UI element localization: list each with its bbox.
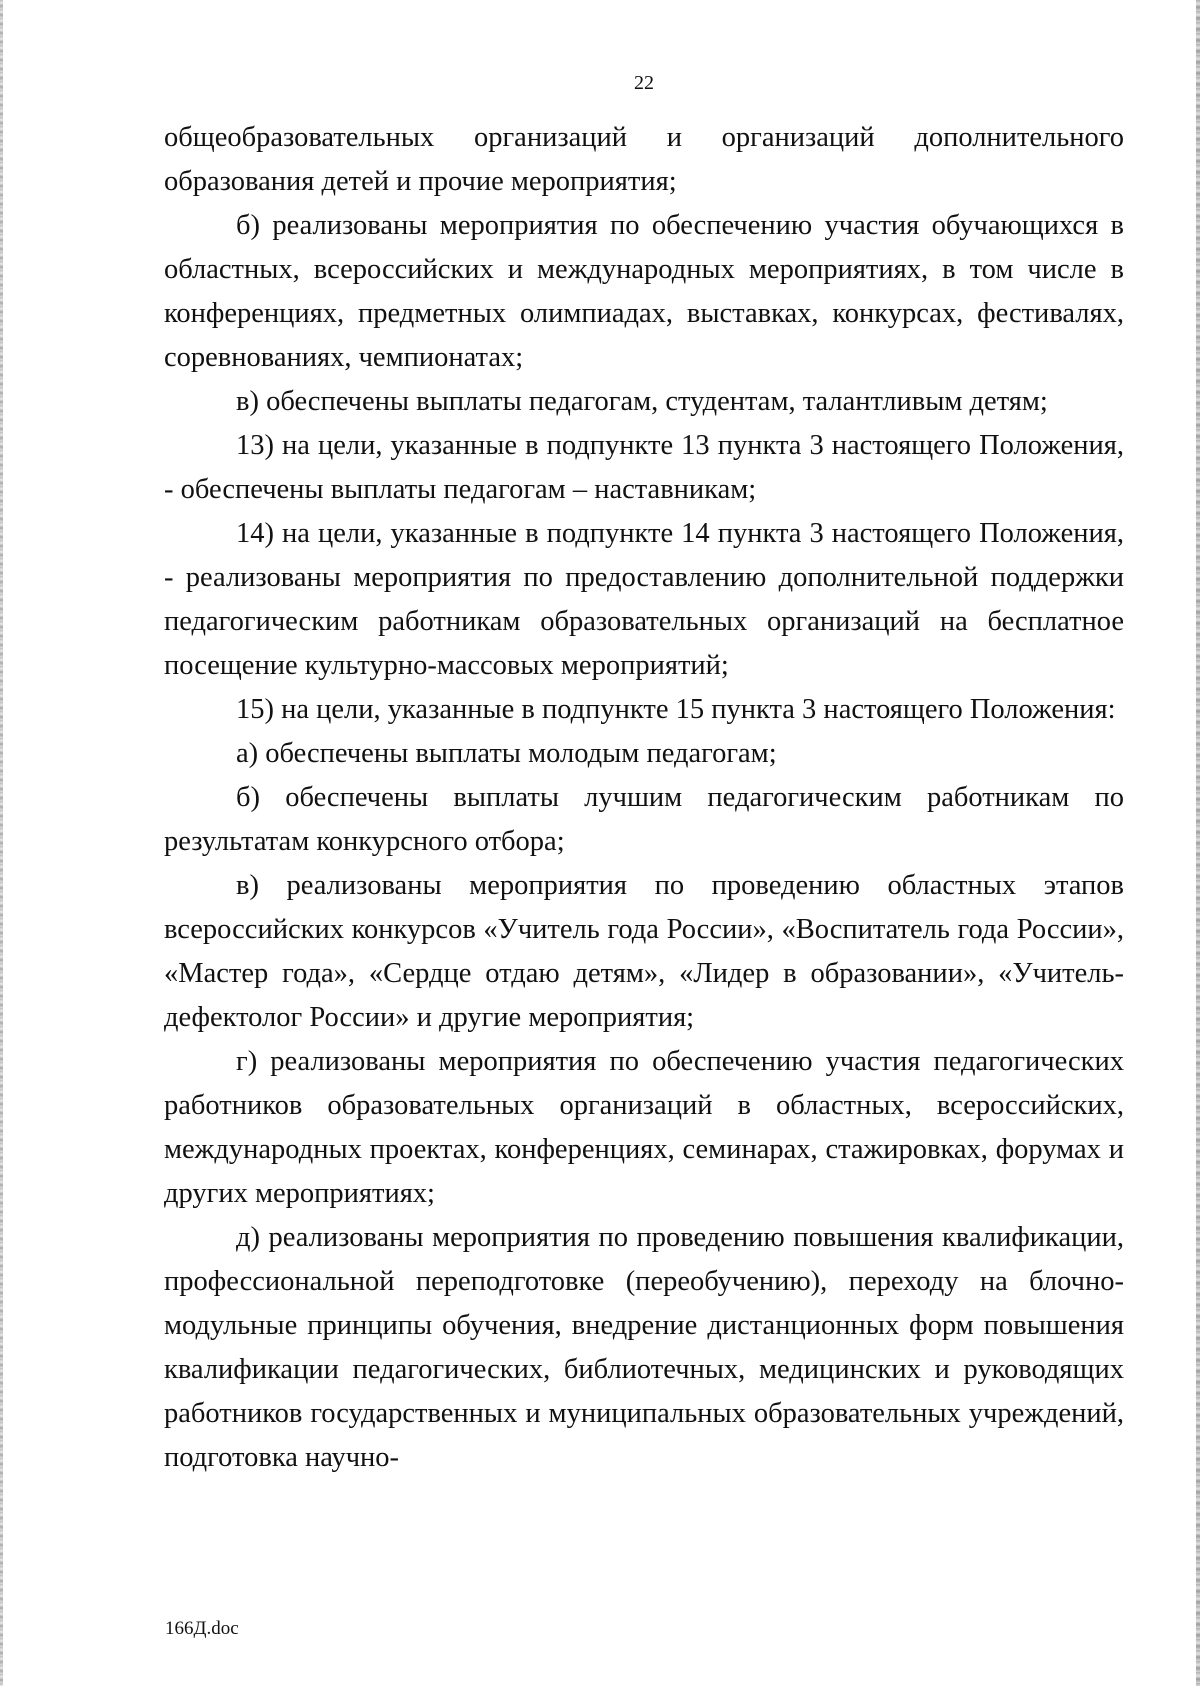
paragraph-item-b-students: б) реализованы мероприятия по обеспечению участия обучающихся в областных, всероссийских и международных мероприятиях, в том числе в конференциях, предметных олимпиадах, выставках, конкурсах, фестивалях, соревнованиях, чемпионатах;: [164, 210, 1124, 373]
paragraph-item-v-payments: в) обеспечены выплаты педагогам, студентам, талантливым детям;: [236, 386, 1048, 417]
paragraph-item-b-best-teachers: б) обеспечены выплаты лучшим педагогическим работникам по результатам конкурсного отбора;: [164, 782, 1124, 857]
paragraph-item-15: 15) на цели, указанные в подпункте 15 пункта 3 настоящего Положения:: [236, 694, 1116, 725]
paragraph-item-d-qualification: д) реализованы мероприятия по проведению повышения квалификации, профессиональной переподготовке (переобучению), переходу на блочно-модульные принципы обучения, внедрение дистанционных форм повышения квалификации педагогических, библиотечных, медицинских и руководящих работников государственных и муниципальных образовательных учреждений, подготовка научно-: [164, 1222, 1124, 1473]
footer-filename: 166Д.doc: [165, 1618, 239, 1639]
paragraph-item-v-contests: в) реализованы мероприятия по проведению областных этапов всероссийских конкурсов «Учитель года России», «Воспитатель года России», «Мастер года», «Сердце отдаю детям», «Лидер в образовании», «Учитель-дефектолог России» и другие мероприятия;: [164, 870, 1124, 1033]
paragraph-item-g-participation: г) реализованы мероприятия по обеспечению участия педагогических работников образовательных организаций в областных, всероссийских, международных проектах, конференциях, семинарах, стажировках, форумах и других мероприятиях;: [164, 1046, 1124, 1209]
paragraph-item-a-young-teachers: а) обеспечены выплаты молодым педагогам;: [236, 738, 777, 769]
document-body: [164, 116, 1124, 1480]
page-number: 22: [634, 72, 654, 94]
scan-edge-left: [0, 0, 3, 1686]
scan-edge-right: [1196, 0, 1200, 1686]
paragraph-continuation: общеобразовательных организаций и организаций дополнительного образования детей и прочие мероприятия;: [164, 122, 1124, 197]
paragraph-item-13: 13) на цели, указанные в подпункте 13 пункта 3 настоящего Положения, - обеспечены выплаты педагогам – наставникам;: [164, 430, 1124, 505]
paragraph-item-14: 14) на цели, указанные в подпункте 14 пункта 3 настоящего Положения, - реализованы мероприятия по предоставлению дополнительной поддержки педагогическим работникам образовательных организаций на бесплатное посещение культурно-массовых мероприятий;: [164, 518, 1124, 681]
